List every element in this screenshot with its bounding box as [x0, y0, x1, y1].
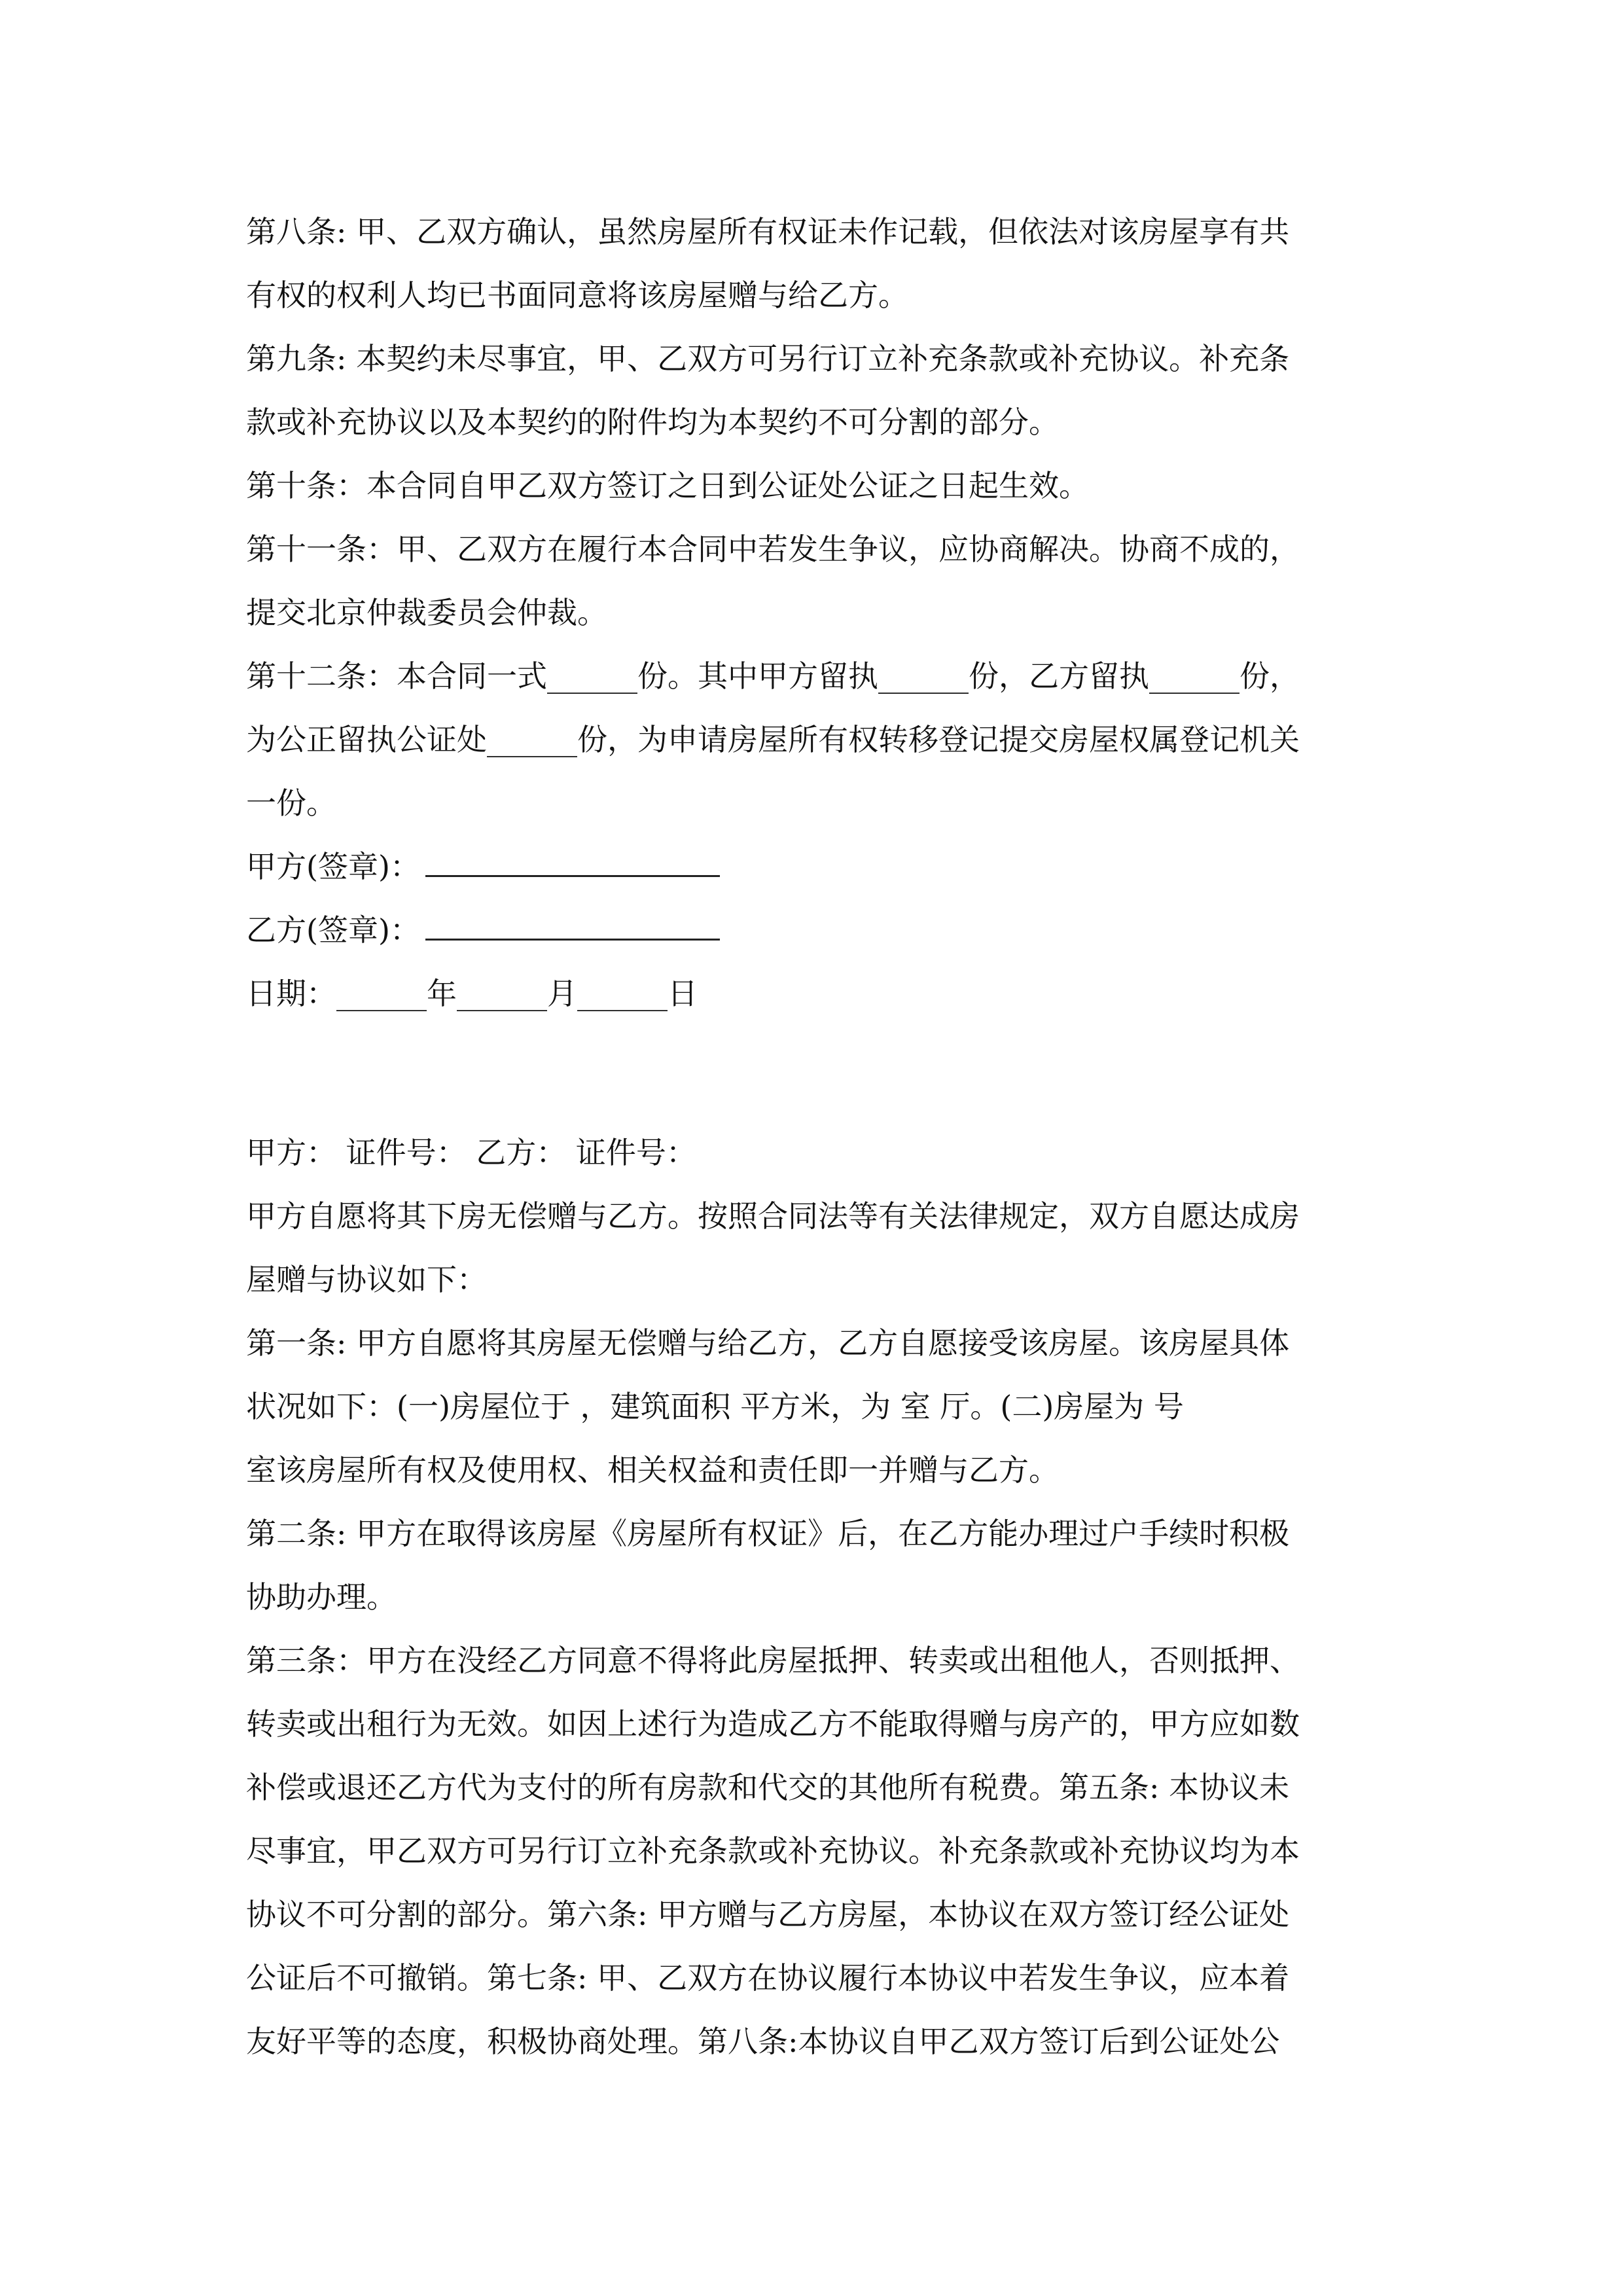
party-a-signature-label: 甲方(签章)：	[246, 849, 420, 884]
text-line: 室该房屋所有权及使用权、相关权益和责任即一并赠与乙方。	[246, 1452, 1059, 1488]
text-line: 第十二条：本合同一式______份。其中甲方留执______份，乙方留执______份，	[246, 658, 1300, 694]
text-line: 甲方自愿将其下房无偿赠与乙方。按照合同法等有关法律规定，双方自愿达成房	[246, 1198, 1300, 1234]
text-line: 屋赠与协议如下：	[246, 1262, 487, 1297]
party-b-signature-label: 乙方(签章)：	[246, 912, 420, 948]
text-line: 协助办理。	[246, 1579, 397, 1615]
text-line: 转卖或出租行为无效。如因上述行为造成乙方不能取得赠与房产的，甲方应如数	[246, 1706, 1300, 1742]
text-line: 尽事宜，甲乙双方可另行订立补充条款或补充协议。补充条款或补充协议均为本	[246, 1833, 1300, 1869]
signature-block	[246, 835, 1393, 1026]
party-a-signature-field	[425, 853, 720, 877]
text-line: 协议不可分割的部分。第六条: 甲方赠与乙方房屋，本协议在双方签订经公证处	[246, 1897, 1290, 1932]
document-body	[246, 200, 1393, 2073]
party-a-signature-line	[246, 835, 1393, 899]
text-line: 友好平等的态度，积极协商处理。第八条:本协议自甲乙双方签订后到公证处公	[246, 2024, 1280, 2059]
contract-clauses-part-1	[246, 200, 1393, 835]
text-line: 公证后不可撤销。第七条: 甲、乙双方在协议履行本协议中若发生争议，应本着	[246, 1960, 1290, 1996]
text-line: 一份。	[246, 785, 336, 821]
parties-header-line: 甲方： 证件号： 乙方： 证件号：	[246, 1135, 696, 1170]
gift-agreement-clauses	[246, 1121, 1393, 2073]
text-line: 第十一条：甲、乙双方在履行本合同中若发生争议，应协商解决。协商不成的，	[246, 531, 1300, 567]
text-line: 第九条: 本契约未尽事宜，甲、乙双方可另行订立补充条款或补充协议。补充条	[246, 341, 1290, 376]
party-b-signature-field	[425, 916, 720, 941]
text-line: 第三条：甲方在没经乙方同意不得将此房屋抵押、转卖或出租他人，否则抵押、	[246, 1643, 1300, 1678]
text-line: 有权的权利人均已书面同意将该房屋赠与给乙方。	[246, 278, 908, 313]
text-line: 提交北京仲裁委员会仲裁。	[246, 595, 607, 630]
section-gap	[246, 1026, 1393, 1121]
text-line: 为公正留执公证处______份，为申请房屋所有权转移登记提交房屋权属登记机关	[246, 722, 1300, 757]
text-line: 款或补充协议以及本契约的附件均为本契约不可分割的部分。	[246, 404, 1059, 440]
party-b-signature-line	[246, 899, 1393, 962]
text-line: 补偿或退还乙方代为支付的所有房款和代交的其他所有税费。第五条: 本协议未	[246, 1770, 1290, 1805]
text-line: 第二条: 甲方在取得该房屋《房屋所有权证》后，在乙方能办理过户手续时积极	[246, 1516, 1290, 1551]
text-line: 第八条: 甲、乙双方确认，虽然房屋所有权证未作记载，但依法对该房屋享有共	[246, 214, 1290, 249]
date-line: 日期：______年______月______日	[246, 976, 698, 1011]
text-line: 第一条: 甲方自愿将其房屋无偿赠与给乙方，乙方自愿接受该房屋。该房屋具体	[246, 1325, 1290, 1361]
text-line: 第十条：本合同自甲乙双方签订之日到公证处公证之日起生效。	[246, 468, 1089, 503]
text-line: 状况如下：(一)房屋位于 ，建筑面积 平方米，为 室 厅。(二)房屋为 号	[246, 1389, 1184, 1424]
